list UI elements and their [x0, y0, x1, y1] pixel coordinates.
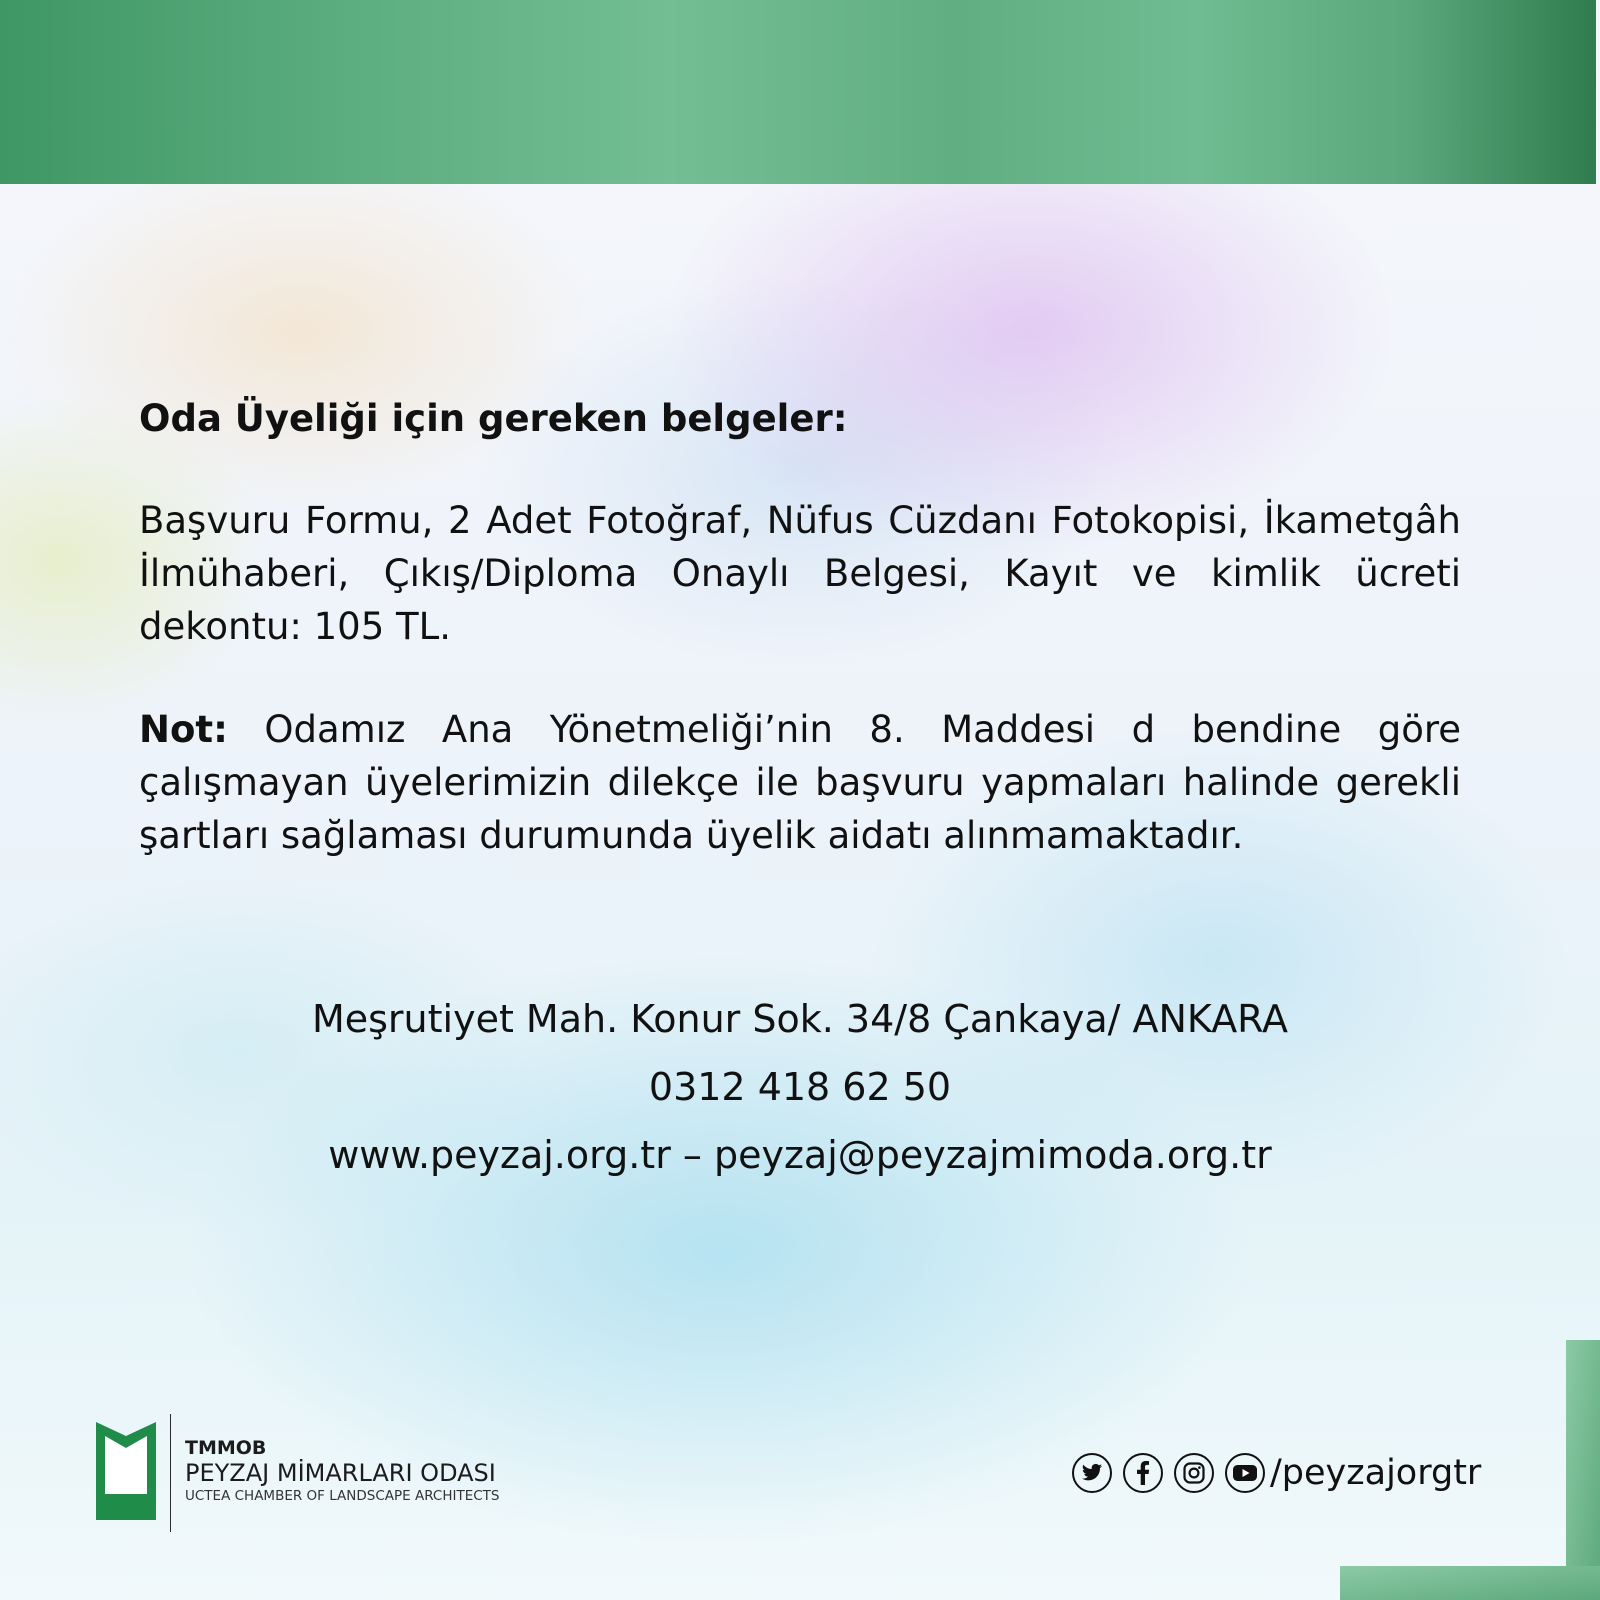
address-line: Meşrutiyet Mah. Konur Sok. 34/8 Çankaya/ ANKARA [311, 997, 1289, 1041]
social-links [1072, 1451, 1481, 1495]
phone-line[interactable]: 0312 418 62 50 [648, 1065, 952, 1109]
logo-org-short: TMMOB [185, 1437, 267, 1459]
logo-org-name: PEYZAJ MİMARLARI ODASI [185, 1459, 496, 1487]
contact-block [0, 990, 1600, 1194]
logo-text [185, 1438, 500, 1504]
twitter-icon[interactable] [1072, 1453, 1112, 1493]
facebook-icon[interactable] [1123, 1453, 1163, 1493]
instagram-icon[interactable] [1174, 1453, 1214, 1493]
logo-divider [170, 1414, 171, 1532]
note-paragraph [139, 703, 1461, 862]
required-documents-paragraph: Başvuru Formu, 2 Adet Fotoğraf, Nüfus Cüzdanı Fotokopisi, İkametgâh İlmühaberi, Çıkış/Diploma Onaylı Belgesi, Kayıt ve kimlik ücreti dekontu: 105 TL. [139, 499, 1461, 648]
note-label: Not: [139, 708, 228, 751]
top-green-band [0, 0, 1596, 184]
logo-org-english: UCTEA CHAMBER OF LANDSCAPE ARCHITECTS [185, 1488, 500, 1504]
note-text: Odamız Ana Yönetmeliği’nin 8. Maddesi d bendine göre çalışmayan üyelerimizin dilekçe ile başvuru yapmaları halinde gerekli şartları sağlaması durumunda üyelik aidatı alınmamaktadır. [139, 708, 1461, 857]
web-email-line[interactable]: www.peyzaj.org.tr – peyzaj@peyzajmimoda.org.tr [328, 1133, 1272, 1177]
youtube-icon[interactable] [1225, 1453, 1265, 1493]
documents-heading: Oda Üyeliği için gereken belgeler: [139, 397, 848, 440]
organization-logo [96, 1412, 566, 1532]
social-handle[interactable]: /peyzajorgtr [1270, 1453, 1482, 1493]
main-content [139, 392, 1461, 862]
book-logo-icon [96, 1422, 156, 1522]
